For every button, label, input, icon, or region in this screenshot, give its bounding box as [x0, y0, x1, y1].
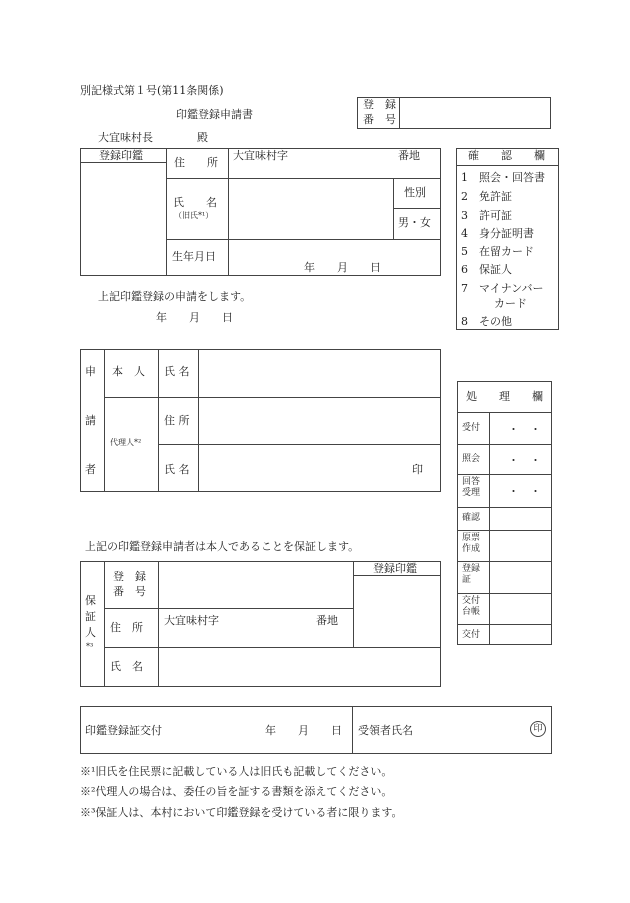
- issue-label: 印鑑登録証交付: [85, 724, 162, 737]
- page-title: 印鑑登録申請書: [176, 108, 253, 121]
- confirmation-title: 確 認 欄: [468, 149, 545, 162]
- confirm-item-3: 3 許可証: [461, 209, 512, 222]
- addressee: 大宜味村長 殿: [98, 131, 208, 144]
- self-label: 本 人: [112, 365, 145, 378]
- guarantor-name-label: 氏 名: [110, 660, 143, 673]
- address-label: 住 所: [174, 156, 218, 169]
- proxy-name-label: 氏 名: [164, 463, 190, 476]
- proxy-name-field[interactable]: [200, 446, 400, 490]
- process-value-inquiry: ・ ・: [508, 454, 541, 467]
- gender-label: 性別: [404, 186, 426, 199]
- gender-value[interactable]: 男・女: [398, 216, 431, 229]
- name-field[interactable]: [230, 182, 390, 236]
- application-statement: 上記印鑑登録の申請をします。: [98, 290, 252, 303]
- guarantor-seal-label: 登録印鑑: [373, 562, 417, 575]
- note-2: ※²代理人の場合は、委任の旨を証する書類を添えてください。: [80, 785, 393, 798]
- confirm-item-1: 1 照会・回答書: [461, 171, 545, 184]
- proxy-address-field[interactable]: [200, 399, 438, 442]
- process-label-reply: 回答 受理: [462, 477, 481, 498]
- confirm-item-6: 6 保証人: [461, 263, 512, 276]
- address-value[interactable]: 大宜味村字: [233, 149, 288, 162]
- guarantor-reg-label-2: 番 号: [113, 585, 146, 598]
- guarantor-note-mark: *³: [86, 642, 94, 651]
- process-label-original: 原票 作成: [462, 533, 481, 554]
- reg-number-label-1: 登 録: [363, 98, 396, 111]
- seal-label: 登録印鑑: [99, 149, 143, 162]
- process-value-reply: ・ ・: [508, 485, 541, 498]
- process-label-certificate: 登録 証: [462, 564, 481, 585]
- old-name-note: （旧氏*¹）: [174, 211, 214, 220]
- proxy-address-label: 住 所: [164, 414, 190, 427]
- guarantor-col-3: 人: [85, 626, 96, 639]
- confirm-item-7: 7 マイナンバー: [461, 282, 544, 295]
- applicant-name-label: 氏 名: [164, 365, 190, 378]
- banchi-label: 番地: [398, 149, 420, 162]
- applicant-name-field[interactable]: [200, 351, 438, 395]
- processing-title: 処 理 欄: [466, 390, 543, 403]
- name-label: 氏 名: [173, 196, 217, 209]
- application-date[interactable]: 年 月 日: [156, 311, 233, 324]
- issue-date[interactable]: 年 月 日: [265, 724, 342, 737]
- guarantor-address-value[interactable]: 大宜味村字: [164, 614, 219, 627]
- proxy-seal-mark: 印: [412, 463, 423, 476]
- process-label-issue: 交付: [462, 630, 481, 640]
- reg-number-label-2: 番 号: [363, 113, 396, 126]
- recipient-label: 受領者氏名: [358, 724, 413, 737]
- confirm-item-7b: カード: [461, 297, 527, 310]
- note-1: ※¹旧氏を住民票に記載している人は旧氏も記載してください。: [80, 765, 393, 778]
- confirm-item-5: 5 在留カード: [461, 245, 534, 258]
- process-label-ledger: 交付 台帳: [462, 596, 481, 617]
- process-label-confirm: 確認: [462, 513, 481, 523]
- guarantor-reg-field[interactable]: [160, 563, 350, 606]
- applicant-col-3: 者: [85, 463, 96, 476]
- proxy-label: 代理人*²: [110, 438, 142, 447]
- confirm-item-2: 2 免許証: [461, 190, 512, 203]
- confirm-item-4: 4 身分証明書: [461, 227, 534, 240]
- form-reference: 別記様式第１号(第11条関係): [80, 84, 224, 97]
- process-label-inquiry: 照会: [462, 454, 481, 464]
- applicant-col-1: 申: [85, 365, 96, 378]
- guarantor-col-2: 証: [85, 610, 96, 623]
- guarantor-name-field[interactable]: [160, 649, 438, 685]
- guarantor-col-1: 保: [85, 594, 96, 607]
- birth-label: 生年月日: [172, 250, 216, 263]
- process-label-receipt: 受付: [462, 423, 481, 433]
- process-value-receipt: ・ ・: [508, 423, 541, 436]
- birth-date[interactable]: 年 月 日: [304, 261, 381, 274]
- guarantor-address-label: 住 所: [110, 621, 143, 634]
- guarantor-statement: 上記の印鑑登録申請者は本人であることを保証します。: [85, 540, 360, 553]
- applicant-col-2: 請: [85, 414, 96, 427]
- confirm-item-8: 8 その他: [461, 315, 512, 328]
- guarantor-reg-label-1: 登 録: [113, 570, 146, 583]
- recipient-seal-mark: 印: [530, 721, 546, 737]
- guarantor-banchi: 番地: [316, 614, 338, 627]
- note-3: ※³保証人は、本村において印鑑登録を受けている者に限ります。: [80, 806, 403, 819]
